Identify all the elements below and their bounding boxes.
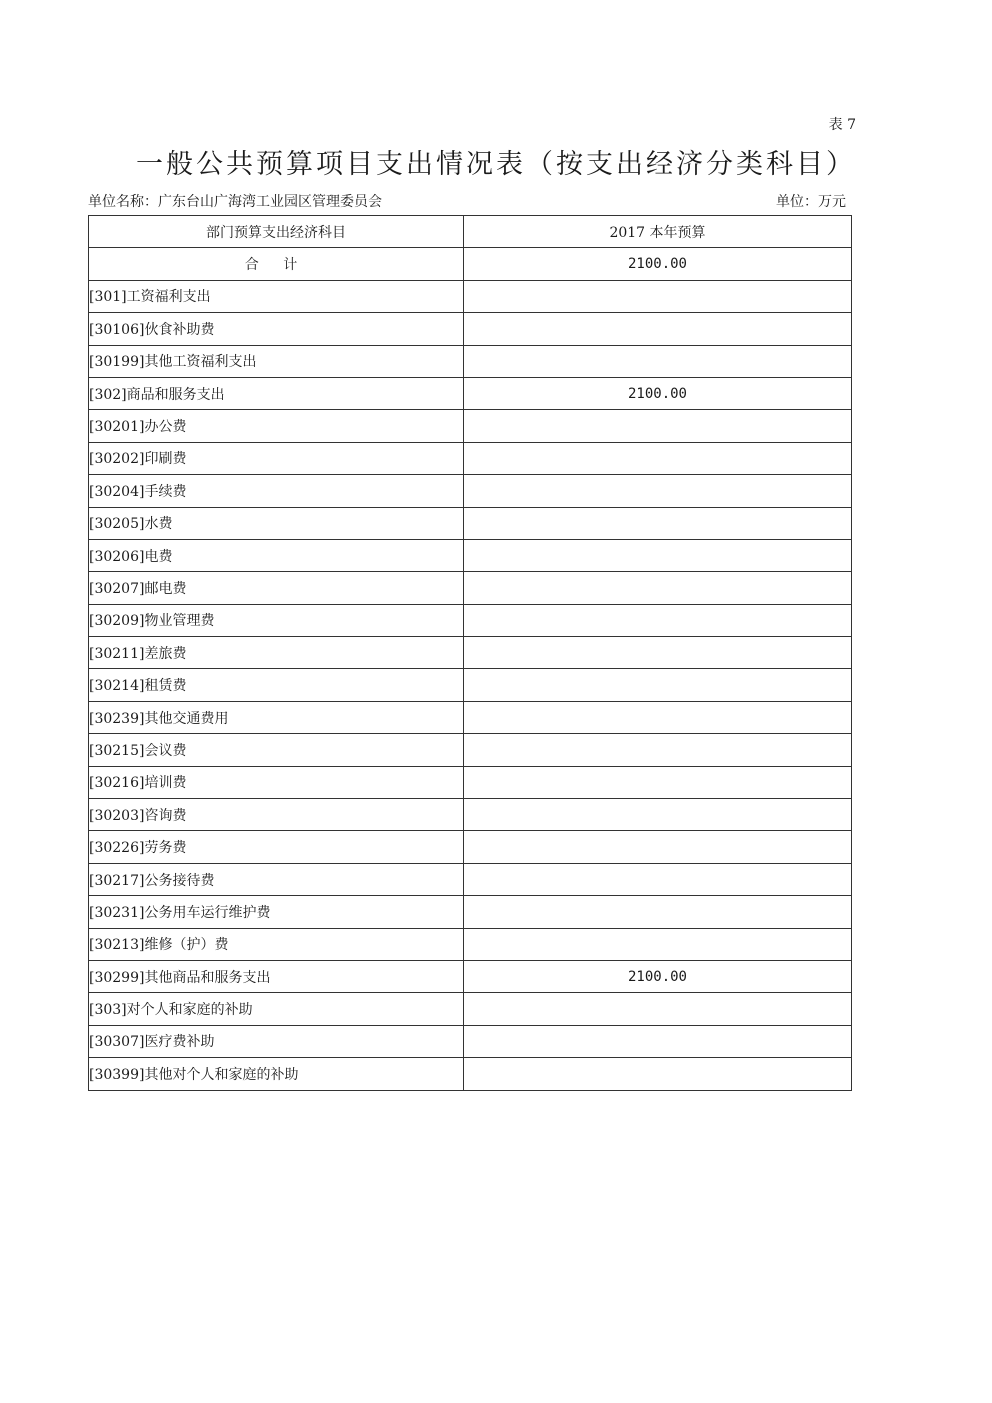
table-row <box>89 1058 852 1090</box>
total-row <box>89 248 852 280</box>
row-label: [30203]咨询费 <box>89 799 464 831</box>
row-value <box>464 637 852 669</box>
table-row <box>89 928 852 960</box>
row-label: [301]工资福利支出 <box>89 280 464 312</box>
row-value <box>464 313 852 345</box>
table-row <box>89 410 852 442</box>
row-value <box>464 410 852 442</box>
row-value <box>464 604 852 636</box>
row-value <box>464 928 852 960</box>
row-label: [30199]其他工资福利支出 <box>89 345 464 377</box>
table-row <box>89 831 852 863</box>
row-value <box>464 442 852 474</box>
row-label: [30204]手续费 <box>89 475 464 507</box>
row-label: [30205]水费 <box>89 507 464 539</box>
table-row <box>89 701 852 733</box>
table-row <box>89 604 852 636</box>
unit-of-measure: 单位：万元 <box>776 194 846 210</box>
table-number: 表 7 <box>828 117 856 133</box>
row-label: [30231]公务用车运行维护费 <box>89 896 464 928</box>
row-label: [30207]邮电费 <box>89 572 464 604</box>
page-title: 一般公共预算项目支出情况表（按支出经济分类科目） <box>136 149 856 180</box>
row-value <box>464 831 852 863</box>
meta-line <box>88 191 846 211</box>
table-row <box>89 572 852 604</box>
row-label: [30213]维修（护）费 <box>89 928 464 960</box>
table-row <box>89 442 852 474</box>
row-label: [30215]会议费 <box>89 734 464 766</box>
row-label: [303]对个人和家庭的补助 <box>89 993 464 1025</box>
row-value <box>464 539 852 571</box>
table-row <box>89 1025 852 1057</box>
table-row <box>89 799 852 831</box>
row-label: [30299]其他商品和服务支出 <box>89 960 464 992</box>
row-value <box>464 993 852 1025</box>
table-row <box>89 539 852 571</box>
row-value <box>464 345 852 377</box>
row-value <box>464 896 852 928</box>
table-row <box>89 313 852 345</box>
table-row <box>89 896 852 928</box>
table-row <box>89 766 852 798</box>
table-row <box>89 507 852 539</box>
row-label: [30239]其他交通费用 <box>89 701 464 733</box>
row-label: [30399]其他对个人和家庭的补助 <box>89 1058 464 1090</box>
table-row <box>89 669 852 701</box>
table-row <box>89 475 852 507</box>
row-value <box>464 280 852 312</box>
row-label: [30216]培训费 <box>89 766 464 798</box>
unit-name: 单位名称：广东台山广海湾工业园区管理委员会 <box>88 194 382 210</box>
row-label: [30201]办公费 <box>89 410 464 442</box>
row-label: [30217]公务接待费 <box>89 863 464 895</box>
row-label: [30211]差旅费 <box>89 637 464 669</box>
table-row <box>89 863 852 895</box>
row-label: [30226]劳务费 <box>89 831 464 863</box>
table-row <box>89 377 852 409</box>
total-value: 2100.00 <box>464 248 852 280</box>
table-row <box>89 637 852 669</box>
row-value <box>464 1025 852 1057</box>
row-value <box>464 863 852 895</box>
row-value: 2100.00 <box>464 377 852 409</box>
row-value <box>464 475 852 507</box>
table-row <box>89 734 852 766</box>
row-label: [30206]电费 <box>89 539 464 571</box>
row-label: [30214]租赁费 <box>89 669 464 701</box>
table-row <box>89 280 852 312</box>
table-row <box>89 345 852 377</box>
header-budget: 2017 本年预算 <box>464 216 852 248</box>
row-label: [30202]印刷费 <box>89 442 464 474</box>
row-label: [30106]伙食补助费 <box>89 313 464 345</box>
header-category: 部门预算支出经济科目 <box>89 216 464 248</box>
row-value <box>464 572 852 604</box>
row-value <box>464 1058 852 1090</box>
total-label: 合 计 <box>89 248 464 280</box>
row-value <box>464 669 852 701</box>
row-value: 2100.00 <box>464 960 852 992</box>
table-row <box>89 993 852 1025</box>
row-label: [30209]物业管理费 <box>89 604 464 636</box>
row-value <box>464 799 852 831</box>
row-value <box>464 507 852 539</box>
row-value <box>464 766 852 798</box>
row-label: [302]商品和服务支出 <box>89 377 464 409</box>
row-value <box>464 701 852 733</box>
budget-table <box>88 215 852 1091</box>
row-value <box>464 734 852 766</box>
table-row <box>89 960 852 992</box>
row-label: [30307]医疗费补助 <box>89 1025 464 1057</box>
header-row <box>89 216 852 248</box>
